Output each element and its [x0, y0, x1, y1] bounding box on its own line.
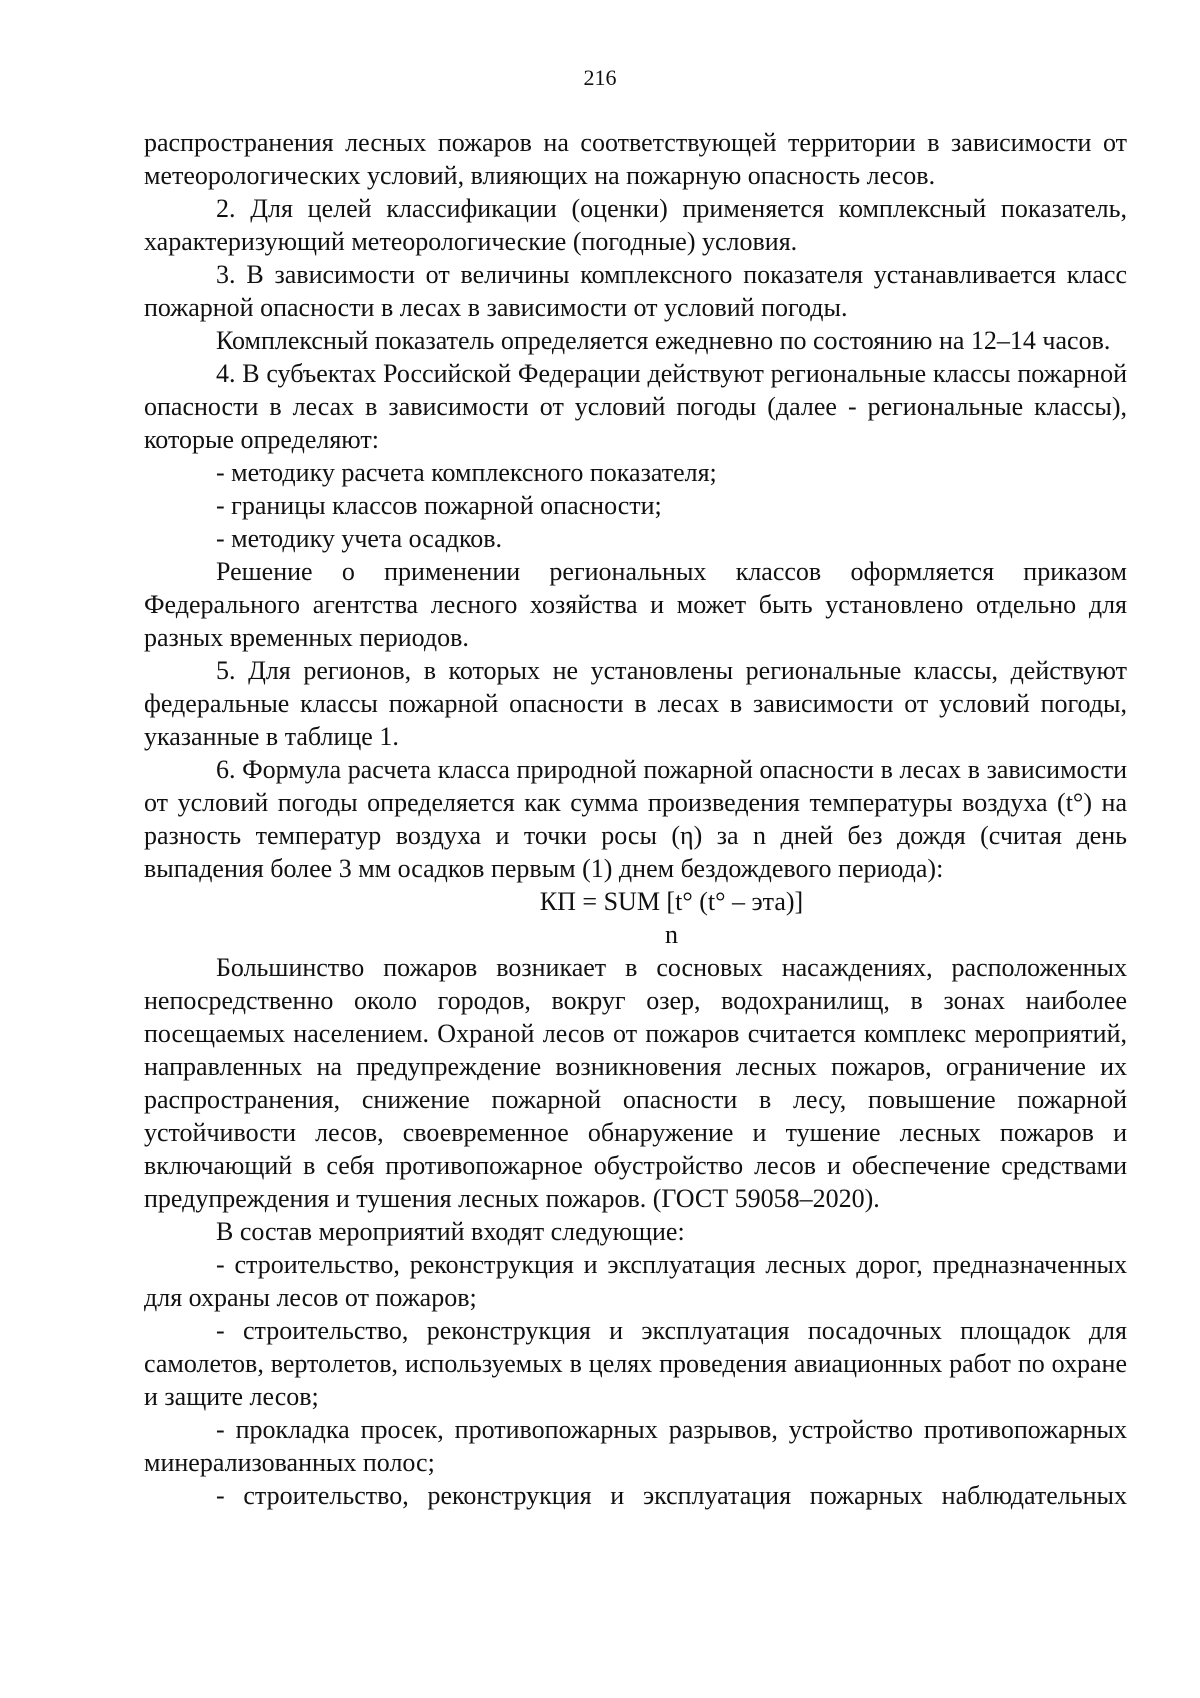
list-item: - строительство, реконструкция и эксплуатация лесных дорог, предназначенных для охраны лесов от пожаров;: [144, 1250, 1127, 1312]
paragraph: Решение о применении региональных классов оформляется приказом Федерального агентства лесного хозяйства и может быть установлено отдельно для разных временных периодов.: [144, 557, 1127, 652]
list-item: - границы классов пожарной опасности;: [216, 491, 662, 520]
paragraph: 2. Для целей классификации (оценки) применяется комплексный показатель, характеризующий метеорологические (погодные) условия.: [144, 194, 1127, 256]
page-number: 216: [583, 65, 617, 90]
paragraph: В состав мероприятий входят следующие:: [216, 1217, 685, 1246]
paragraph: Комплексный показатель определяется ежедневно по состоянию на 12–14 часов.: [216, 326, 1111, 355]
paragraph: распространения лесных пожаров на соответствующей территории в зависимости от метеорологических условий, влияющих на пожарную опасность лесов.: [144, 128, 1127, 190]
paragraph: 6. Формула расчета класса природной пожарной опасности в лесах в зависимости от условий погоды определяется как сумма произведения температуры воздуха (t°) на разность температур воздуха и точки росы (η) за n дней без дождя (считая день выпадения более 3 мм осадков первым (1) днем бездождевого периода):: [144, 755, 1127, 883]
paragraph: 5. Для регионов, в которых не установлены региональные классы, действуют федеральные классы пожарной опасности в лесах в зависимости от условий погоды, указанные в таблице 1.: [144, 656, 1127, 751]
paragraph: 4. В субъектах Российской Федерации действуют региональные классы пожарной опасности в лесах в зависимости от условий погоды (далее - региональные классы), которые определяют:: [144, 359, 1127, 454]
list-item: - методику расчета комплексного показателя;: [216, 458, 717, 487]
paragraph: 3. В зависимости от величины комплексного показателя устанавливается класс пожарной опасности в лесах в зависимости от условий погоды.: [144, 260, 1127, 322]
list-item: - прокладка просек, противопожарных разрывов, устройство противопожарных минерализованных полос;: [144, 1415, 1127, 1477]
formula-subscript: n: [665, 920, 678, 949]
document-body: [144, 126, 1127, 1512]
paragraph: Большинство пожаров возникает в сосновых насаждениях, расположенных непосредственно около городов, вокруг озер, водохранилищ, в зонах наиболее посещаемых населением. Охраной лесов от пожаров считается комплекс мероприятий, направленных на предупреждение возникновения лесных пожаров, ограничение их распространения, снижение пожарной опасности в лесу, повышение пожарной устойчивости лесов, своевременное обнаружение и тушение лесных пожаров и включающий в себя противопожарное обустройство лесов и обеспечение средствами предупреждения и тушения лесных пожаров. (ГОСТ 59058–2020).: [144, 953, 1127, 1213]
list-item: - строительство, реконструкция и эксплуатация посадочных площадок для самолетов, вертолетов, используемых в целях проведения авиационных работ по охране и защите лесов;: [144, 1316, 1127, 1411]
formula: КП = SUM [t° (t° – эта)]: [539, 887, 804, 916]
list-item: - методику учета осадков.: [216, 524, 503, 553]
list-item: - строительство, реконструкция и эксплуатация пожарных наблюдательных: [216, 1481, 1127, 1510]
